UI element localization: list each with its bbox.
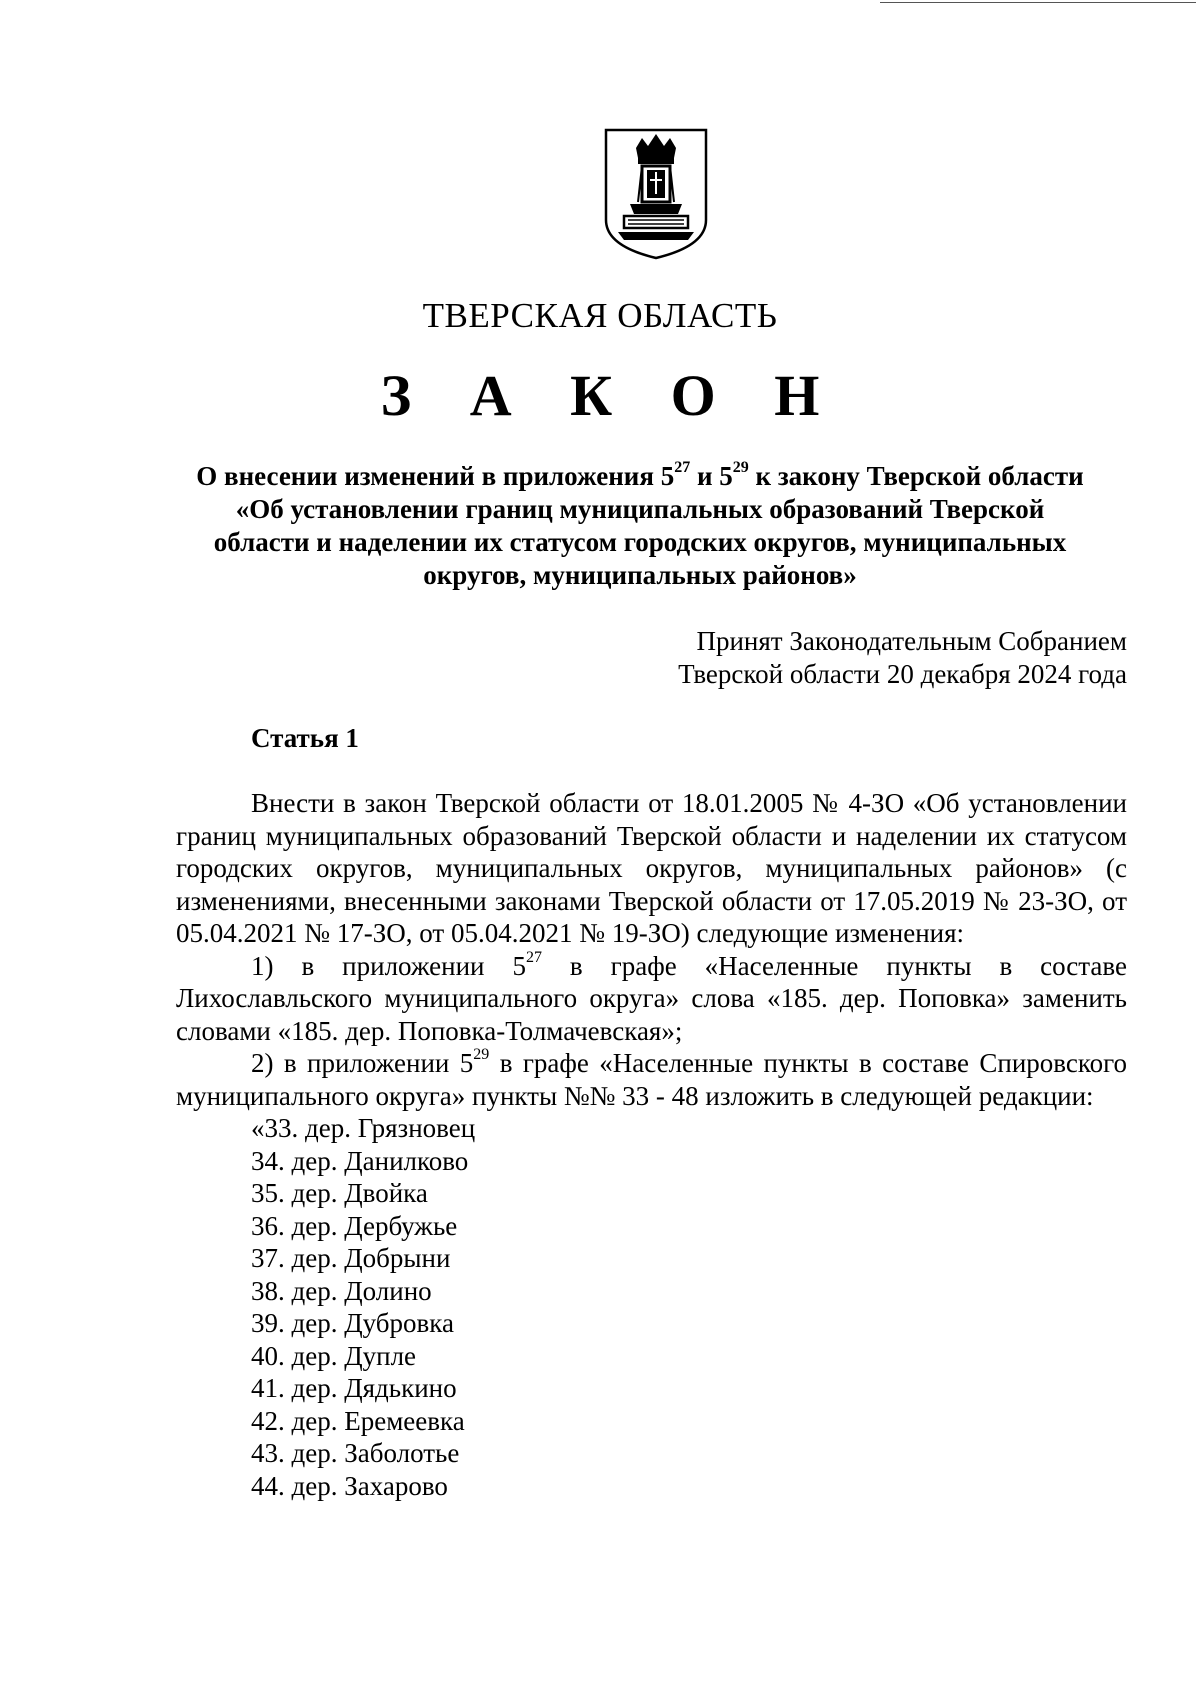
list-item: 39. дер. Дубровка — [251, 1308, 454, 1338]
list-item: 37. дер. Добрыни — [251, 1243, 451, 1273]
list-item: 41. дер. Дядькино — [251, 1373, 457, 1403]
list-item: 38. дер. Долино — [251, 1275, 432, 1306]
list-item: 34. дер. Данилково — [251, 1145, 469, 1176]
item-text: в графе «Населенные пункты в составе Спировского муниципального округа» пункты №№ 33 - 48 изложить в следующей редакции: — [176, 1048, 1127, 1111]
title-line-3: области и наделении их статусом городских округов, муниципальных — [213, 527, 1067, 557]
tver-coat-of-arms-icon — [602, 128, 710, 260]
scan-edge-line — [880, 2, 1196, 3]
adoption-note — [678, 625, 1127, 691]
item-superscript: 29 — [473, 1046, 490, 1063]
item-text: в графе «Населенные пункты в составе Лихославльского муниципального округа» слова «185. дер. Поповка» заменить словами «185. дер. Поповка-Толмачевская»; — [176, 950, 1127, 1046]
item-superscript: 27 — [525, 948, 542, 966]
title-superscript: 27 — [674, 459, 691, 476]
adoption-line-1: Принят Законодательным Собранием — [696, 626, 1127, 656]
title-text: к закону Тверской области — [748, 461, 1084, 491]
village-list — [176, 1112, 1127, 1502]
adoption-line-2: Тверской области 20 декабря 2024 года — [678, 659, 1127, 689]
list-item: 40. дер. Дупле — [251, 1340, 417, 1371]
article-heading: Статья 1 — [251, 723, 359, 753]
article-intro: Внести в закон Тверской области от 18.01.2005 № 4-ЗО «Об установлении границ муниципальных образований Тверской области и наделении их статусом городских округов, муниципальных округов, муниципальных районов» (с изменениями, внесенными законами Тверской области от 17.05.2019 № 23-ЗО, от 05.04.2021 № 17-ЗО, от 05.04.2021 № 19-ЗО) следующие изменения: — [176, 788, 1127, 948]
law-title — [150, 460, 1130, 592]
title-line-4: округов, муниципальных районов» — [423, 560, 857, 590]
amendment-item-1 — [176, 950, 1127, 1048]
title-superscript: 29 — [732, 459, 749, 476]
list-item: «33. дер. Грязновец — [251, 1113, 476, 1143]
list-item: 43. дер. Заболотье — [251, 1438, 460, 1468]
list-item: 36. дер. Дербужье — [251, 1210, 458, 1241]
document-type: З А К О Н — [380, 363, 842, 428]
title-line-2: «Об установлении границ муниципальных образований Тверской — [235, 494, 1045, 524]
list-item: 35. дер. Двойка — [251, 1178, 428, 1208]
region-name: ТВЕРСКАЯ ОБЛАСТЬ — [422, 296, 778, 335]
list-item: 42. дер. Еремеевка — [251, 1405, 465, 1436]
item-text: 1) в приложении 5 — [251, 950, 526, 981]
title-text: и 5 — [690, 461, 733, 491]
item-text: 2) в приложении 5 — [251, 1048, 474, 1078]
article-body — [176, 787, 1127, 1502]
list-item: 44. дер. Захарово — [251, 1470, 448, 1501]
title-text: О внесении изменений в приложения 5 — [196, 461, 675, 491]
title-line-1 — [150, 460, 1130, 493]
amendment-item-2 — [176, 1047, 1127, 1112]
